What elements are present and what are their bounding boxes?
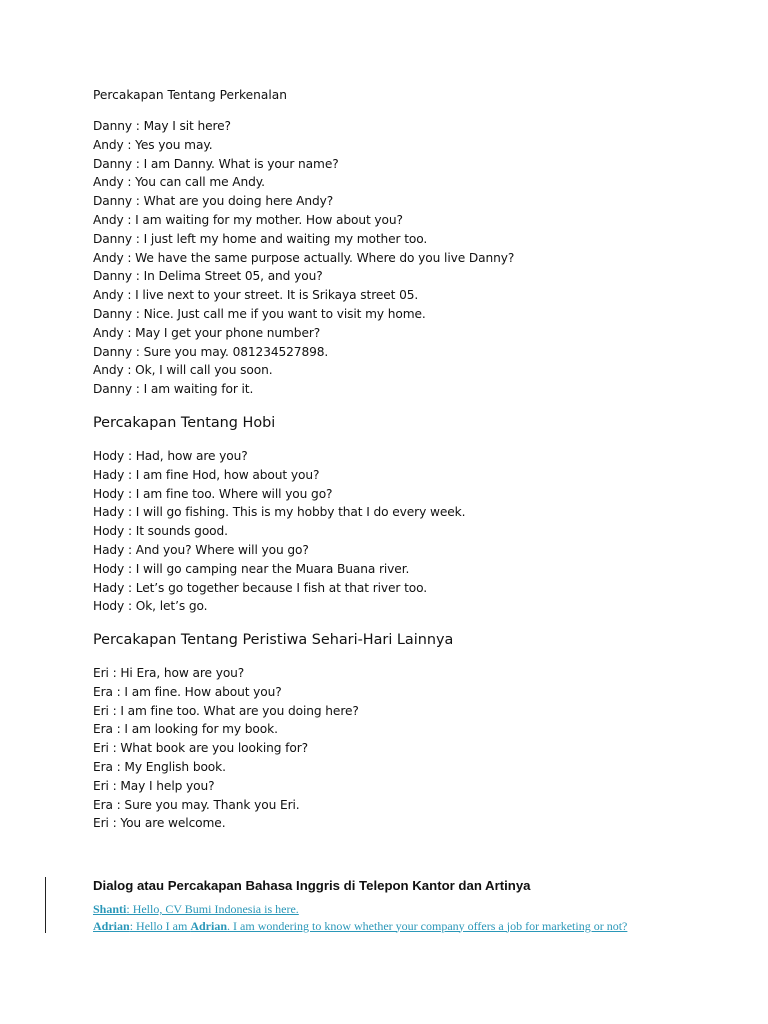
dialog-line: Andy : We have the same purpose actually. Where do you live Danny? — [93, 250, 515, 265]
dialog-line: Danny : I just left my home and waiting my mother too. — [93, 231, 428, 246]
dialog-line: Hody : Ok, let’s go. — [93, 599, 208, 614]
dialog-line: Era : My English book. — [93, 759, 226, 774]
web-dialog — [93, 901, 627, 934]
dialog-line: Danny : In Delima Street 05, and you? — [93, 269, 323, 284]
dialog-line: Andy : I am waiting for my mother. How about you? — [93, 212, 403, 227]
dialog-text: : Hello I am — [129, 918, 191, 933]
dialog-line: Hady : And you? Where will you go? — [93, 542, 309, 557]
web-line-shanti — [93, 901, 627, 918]
dialog-line: Hody : I am fine too. Where will you go? — [93, 486, 333, 501]
heading-telepon: Dialog atau Percakapan Bahasa Inggris di Telepon Kantor dan Artinya — [93, 878, 531, 893]
dialog-line: Hady : Let’s go together because I fish at that river too. — [93, 580, 428, 595]
dialog-line: Danny : I am waiting for it. — [93, 382, 254, 397]
dialog-line: Andy : I live next to your street. It is Srikaya street 05. — [93, 288, 419, 303]
dialog-line: Eri : Hi Era, how are you? — [93, 666, 245, 680]
dialog-line: Era : I am fine. How about you? — [93, 684, 282, 699]
dialog-text: : Hello, CV Bumi Indonesia is here. — [126, 902, 299, 916]
speaker-link[interactable] — [93, 919, 627, 933]
page-title: Percakapan Tentang Perkenalan — [93, 88, 287, 102]
dialog-line: Andy : May I get your phone number? — [93, 325, 321, 340]
dialog-line: Eri : You are welcome. — [93, 816, 226, 831]
dialog-line: Danny : Nice. Just call me if you want to visit my home. — [93, 306, 426, 321]
dialog-text: . I am wondering to know whether your company offers a job for marketing or not? — [227, 918, 628, 933]
margin-bar — [45, 877, 46, 933]
dialog-line: Era : Sure you may. Thank you Eri. — [93, 797, 300, 812]
dialog-section-peristiwa — [93, 664, 359, 833]
dialog-section-perkenalan — [93, 117, 514, 399]
speaker-link[interactable] — [93, 902, 299, 916]
speaker-name: Shanti — [93, 902, 127, 916]
dialog-line: Danny : May I sit here? — [93, 119, 231, 133]
dialog-line: Danny : I am Danny. What is your name? — [93, 156, 339, 171]
dialog-line: Eri : I am fine too. What are you doing here? — [93, 703, 359, 718]
dialog-line: Hody : Had, how are you? — [93, 449, 248, 463]
dialog-line: Hody : I will go camping near the Muara Buana river. — [93, 561, 410, 576]
dialog-line: Andy : Yes you may. — [93, 137, 213, 152]
dialog-line: Hady : I am fine Hod, how about you? — [93, 467, 320, 482]
dialog-line: Era : I am looking for my book. — [93, 722, 278, 737]
heading-hobi: Percakapan Tentang Hobi — [93, 415, 276, 431]
dialog-line: Eri : May I help you? — [93, 778, 215, 793]
dialog-line: Hody : It sounds good. — [93, 524, 228, 539]
dialog-line: Danny : Sure you may. 081234527898. — [93, 344, 329, 359]
dialog-line: Andy : You can call me Andy. — [93, 175, 265, 190]
dialog-line: Danny : What are you doing here Andy? — [93, 194, 334, 209]
web-line-adrian — [93, 918, 627, 935]
speaker-name: Adrian — [190, 918, 228, 933]
heading-peristiwa: Percakapan Tentang Peristiwa Sehari-Hari Lainnya — [93, 632, 454, 648]
dialog-line: Andy : Ok, I will call you soon. — [93, 363, 273, 378]
dialog-line: Eri : What book are you looking for? — [93, 741, 308, 756]
speaker-name: Adrian — [93, 918, 130, 933]
dialog-section-hobi — [93, 447, 465, 616]
dialog-line: Hady : I will go fishing. This is my hobby that I do every week. — [93, 505, 466, 520]
